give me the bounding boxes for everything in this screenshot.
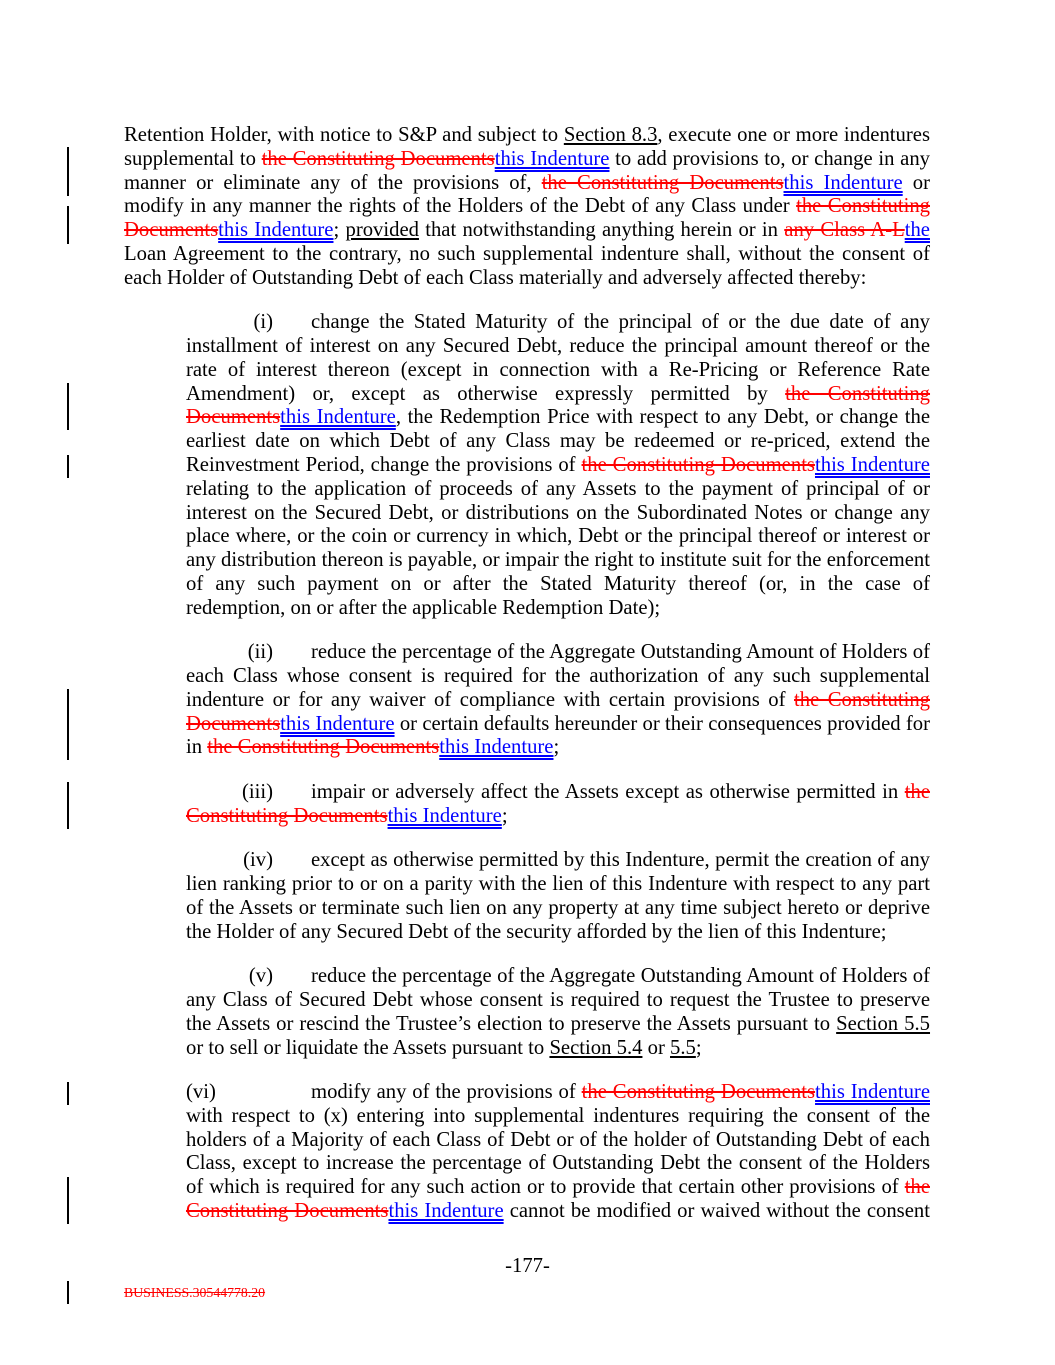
change-bar bbox=[67, 206, 69, 244]
change-bar bbox=[67, 1177, 69, 1224]
text-run: reduce the percentage of the Aggregate Outstanding Amount of Holders of each Class whose consent is required for the authorization of any such supplemental indenture or for any waiver of compliance with certain provisions of bbox=[186, 641, 930, 711]
inserted-text: this Indenture bbox=[814, 453, 930, 476]
inserted-text: this Indenture bbox=[280, 406, 396, 429]
underlined-reference: 5.5 bbox=[670, 1036, 696, 1059]
text-run: Loan Agreement to the contrary, no such supplemental indenture shall, without the consent of each Holder of Outstanding Debt of each Class materially and adversely affected thereby: bbox=[124, 242, 930, 289]
inserted-text: this Indenture bbox=[494, 147, 610, 170]
underlined-reference: Section 5.4 bbox=[549, 1036, 643, 1059]
inserted-text: this Indenture bbox=[439, 736, 554, 759]
clause-number: (v) bbox=[248, 965, 273, 988]
inserted-text: this Indenture bbox=[280, 712, 395, 735]
text-run: ; bbox=[333, 219, 346, 242]
deleted-text: the Constituting Documents bbox=[541, 171, 784, 194]
change-bar bbox=[67, 455, 69, 478]
deleted-text: the Constituting Documents bbox=[186, 382, 931, 429]
page-number: -177- bbox=[505, 1255, 550, 1277]
text-run: or certain defaults hereunder or their consequences provided for in bbox=[186, 712, 930, 759]
clause-paragraph bbox=[186, 781, 930, 829]
deleted-text: any Class A-L bbox=[784, 219, 905, 242]
clause-paragraph bbox=[186, 1081, 930, 1224]
change-bar bbox=[67, 1082, 69, 1105]
deleted-text: the Constituting Documents bbox=[124, 195, 930, 242]
clause-paragraph bbox=[186, 849, 930, 944]
text-run: reduce the percentage of the Aggregate Outstanding Amount of Holders of any Class of Secured Debt whose consent is required to request the Trustee to preserve the Assets or rescind the Trustee’s election to preserve the Assets pursuant to bbox=[186, 965, 930, 1035]
footer-doc-id: BUSINESS.30544778.20 bbox=[124, 1285, 266, 1300]
deleted-text: the Constituting Documents bbox=[207, 736, 440, 759]
text-run: that notwithstanding anything herein or in bbox=[418, 219, 785, 242]
underlined-reference: Section 8.3 bbox=[563, 124, 658, 146]
text-run: cannot be modified or waived without the consent bbox=[503, 1200, 930, 1223]
text-run: to add provisions to, or change in any manner or eliminate any of the provisions of, bbox=[124, 147, 930, 194]
clause-number: (iii) bbox=[242, 780, 273, 803]
change-bar bbox=[67, 689, 69, 760]
text-run: Retention Holder, with notice to S&P and subject to bbox=[124, 124, 564, 146]
change-bar bbox=[67, 147, 69, 196]
change-bar bbox=[67, 1281, 69, 1304]
deleted-text: the Constituting Documents bbox=[186, 780, 930, 827]
inserted-text: the bbox=[904, 219, 930, 242]
text-run: except as otherwise permitted by this Indenture, permit the creation of any lien ranking prior to or on a parity with the lien of this Indenture with respect to any part of the Assets or terminate such lien on any property at any time subject hereto or deprive the Holder of any Secured Debt of the security afforded by the lien of this Indenture; bbox=[186, 849, 930, 943]
clause-number: (ii) bbox=[247, 641, 273, 664]
clause-paragraph bbox=[186, 641, 930, 760]
deleted-text: the Constituting Documents bbox=[186, 1176, 930, 1223]
text-run: ; bbox=[501, 804, 508, 827]
clause-paragraph bbox=[186, 965, 930, 1060]
inserted-text: this Indenture bbox=[815, 1081, 930, 1104]
deleted-text: the Constituting Documents bbox=[581, 453, 815, 476]
change-bar bbox=[67, 782, 69, 829]
clause-number: (i) bbox=[253, 311, 273, 334]
text-run: ; bbox=[553, 736, 560, 759]
deleted-text: the Constituting Documents bbox=[581, 1081, 816, 1104]
text-run: modify any of the provisions of bbox=[311, 1081, 582, 1104]
text-run: relating to the application of proceeds of any Assets to the payment of principal of or interest on the Secured Debt, or distributions on the Subordinated Notes or change any place where, or the coin or currency in which, Debt or the principal thereof or interest or any distribution thereon is payable, or impair the right to institute suit for the enforcement of any such payment on or after the Stated Maturity thereof (or, in the case of redemption, on or after the applicable Redemption Date); bbox=[186, 477, 930, 619]
change-bar bbox=[67, 383, 69, 430]
inserted-text: this Indenture bbox=[387, 804, 502, 827]
text-run: or bbox=[642, 1036, 671, 1059]
text-run: with respect to (x) entering into supplemental indentures requiring the consent of the holders of a Majority of each Class of Debt or of the holder of Outstanding Debt of each Class, except to increase the percentage of Outstanding Debt the consent of the Holders of which is required for any such action or to provide that certain other provisions of bbox=[186, 1104, 930, 1199]
underlined-reference: provided bbox=[345, 219, 419, 242]
document-body bbox=[124, 124, 930, 1245]
inserted-text: this Indenture bbox=[218, 219, 334, 242]
underlined-reference: Section 5.5 bbox=[836, 1012, 931, 1035]
clause-number: (iv) bbox=[243, 849, 273, 872]
text-run: impair or adversely affect the Assets except as otherwise permitted in bbox=[311, 780, 905, 803]
text-run: , execute one or more indentures supplemental to bbox=[124, 124, 930, 170]
text-run: or to sell or liquidate the Assets pursuant to bbox=[186, 1036, 550, 1059]
inserted-text: this Indenture bbox=[388, 1200, 504, 1223]
inserted-text: this Indenture bbox=[783, 171, 903, 194]
deleted-text: the Constituting Documents bbox=[186, 688, 930, 735]
clause-paragraph bbox=[186, 311, 930, 620]
text-run: , the Redemption Price with respect to any Debt, or change the earliest date on which Debt of any Class may be redeemed or re-priced, extend the Reinvestment Period, change the provisions of bbox=[186, 406, 930, 476]
body-paragraph bbox=[124, 124, 930, 290]
deleted-text: the Constituting Documents bbox=[261, 147, 495, 170]
text-run: change the Stated Maturity of the principal of or the due date of any installment of interest on any Secured Debt, reduce the principal amount thereof or the rate of interest thereon (except in connection with a Re-Pricing or Reference Rate Amendment) or, except as otherwise expressly permitted by bbox=[186, 311, 930, 405]
clause-number: (vi) bbox=[186, 1081, 216, 1104]
text-run: or modify in any manner the rights of the Holders of the Debt of any Class under bbox=[124, 171, 930, 218]
text-run: ; bbox=[695, 1036, 702, 1059]
